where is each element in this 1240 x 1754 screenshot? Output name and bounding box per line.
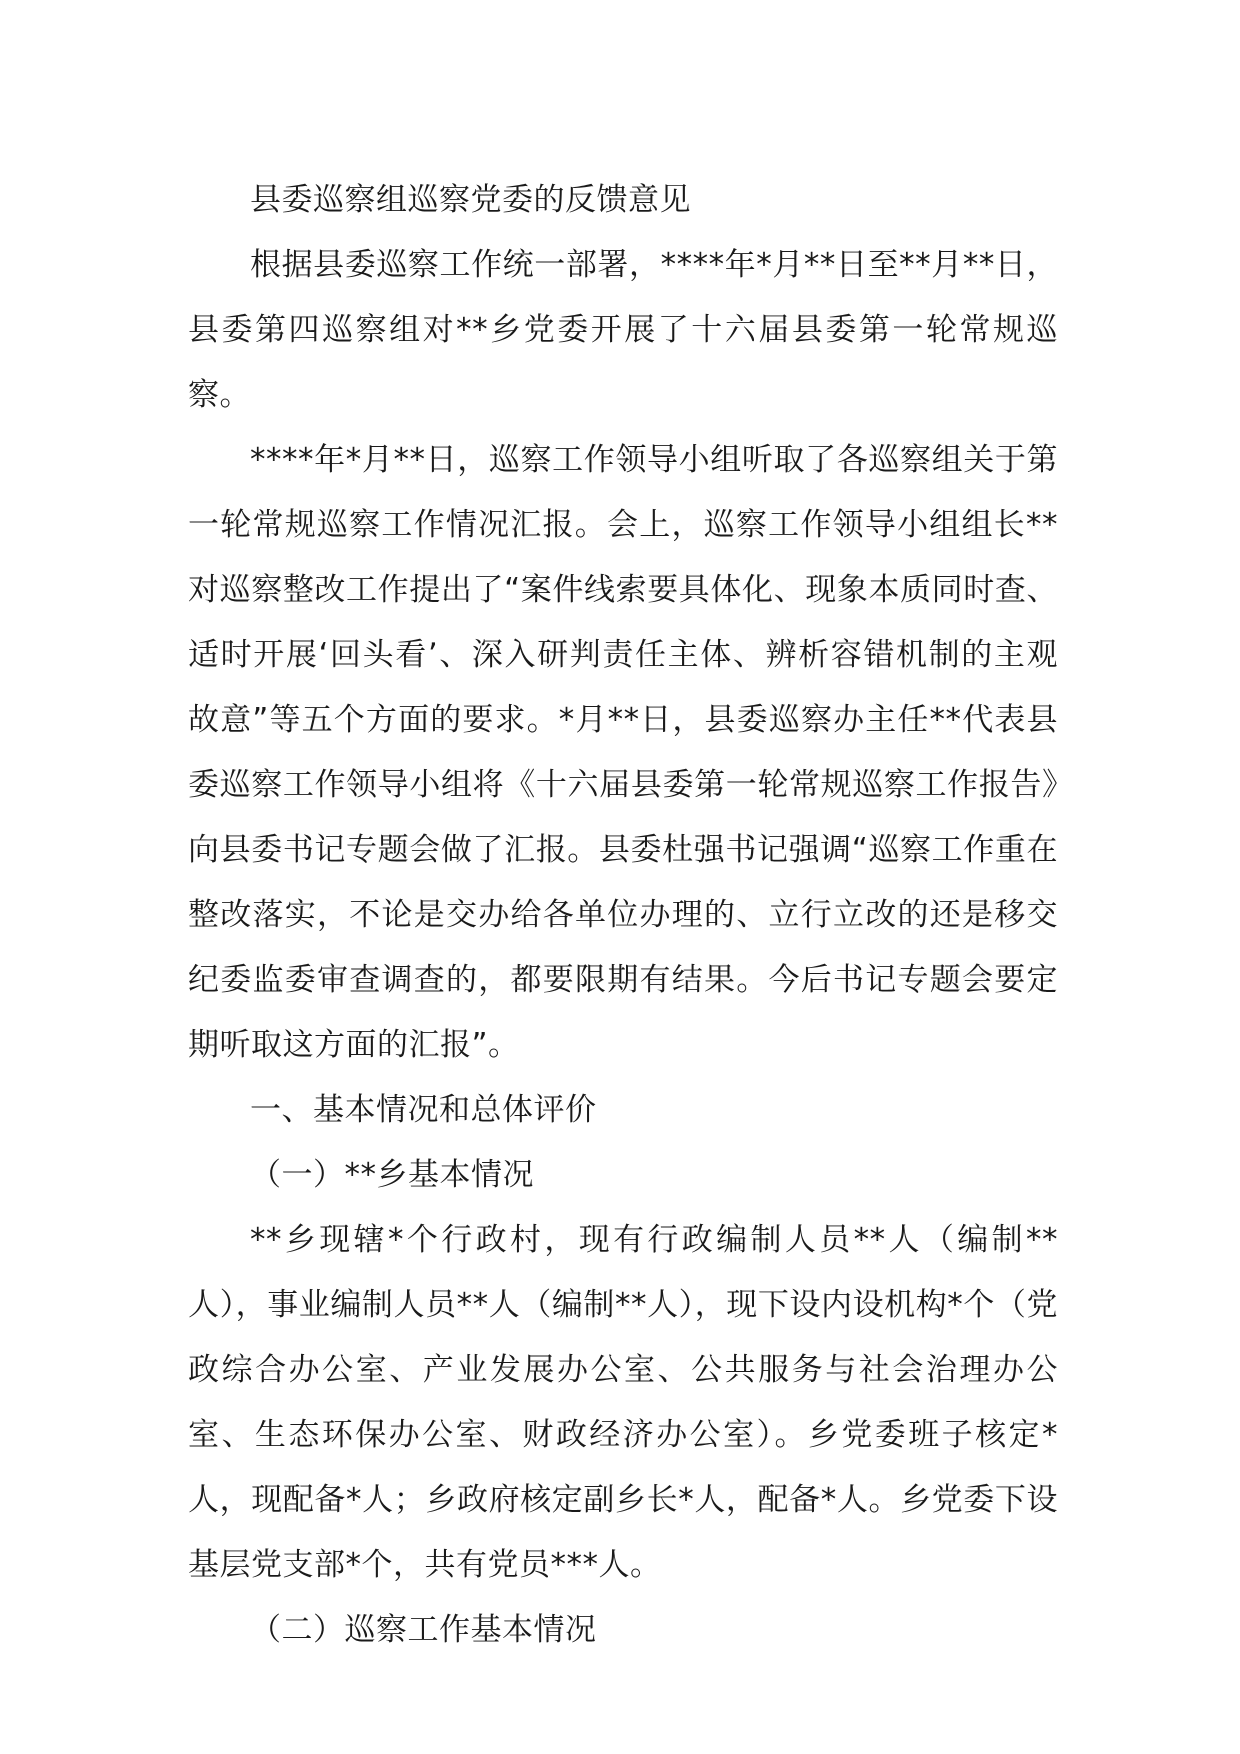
document-title: 县委巡察组巡察党委的反馈意见 <box>250 182 691 218</box>
body-paragraph-1: 根据县委巡察工作统一部署，****年*月**日至**月**日，县委第四巡察组对**乡党委开展了十六届县委第一轮常规巡察。 <box>188 247 1058 413</box>
section-1-heading: 一、基本情况和总体评价 <box>250 1092 597 1128</box>
document-body <box>188 168 1058 1663</box>
body-paragraph-2: ****年*月**日，巡察工作领导小组听取了各巡察组关于第一轮常规巡察工作情况汇报。会上，巡察工作领导小组组长**对巡察整改工作提出了“案件线索要具体化、现象本质同时查、适时开展‘回头看’、深入研判责任主体、辨析容错机制的主观故意”等五个方面的要求。*月**日，县委巡察办主任**代表县委巡察工作领导小组将《十六届县委第一轮常规巡察工作报告》向县委书记专题会做了汇报。县委杜强书记强调“巡察工作重在整改落实，不论是交办给各单位办理的、立行立改的还是移交纪委监委审查调查的，都要限期有结果。今后书记专题会要定期听取这方面的汇报”。 <box>188 442 1058 1063</box>
subsection-1-paragraph: **乡现辖*个行政村，现有行政编制人员**人（编制**人），事业编制人员**人（编制**人），现下设内设机构*个（党政综合办公室、产业发展办公室、公共服务与社会治理办公室、生态环保办公室、财政经济办公室）。乡党委班子核定*人，现配备*人；乡政府核定副乡长*人，配备*人。乡党委下设基层党支部*个，共有党员***人。 <box>188 1222 1058 1583</box>
subsection-1-heading: （一）**乡基本情况 <box>250 1157 534 1193</box>
subsection-2-heading: （二）巡察工作基本情况 <box>250 1612 597 1648</box>
